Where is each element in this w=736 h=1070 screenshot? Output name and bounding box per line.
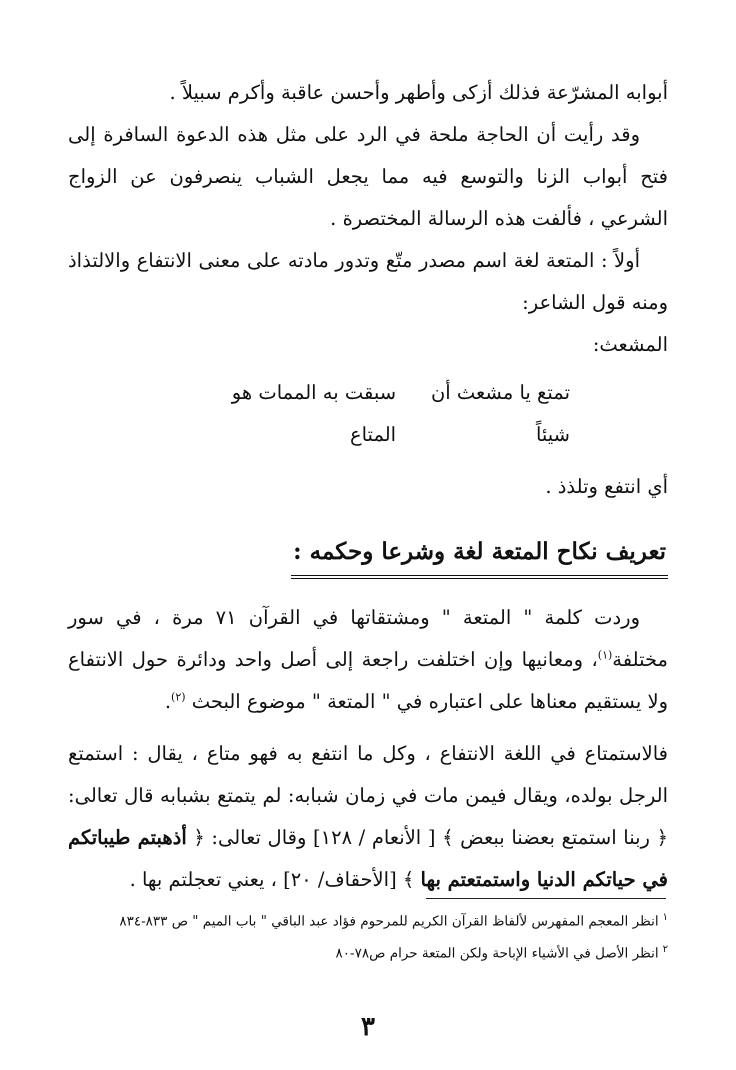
poem-first-hemistich: تمتع يا مشعث أن شيئاً: [430, 381, 570, 446]
paragraph-opening: أبوابه المشرّعة فذلك أزكى وأطهر وأحسن عاقبة وأكرم سبيلاً .: [169, 81, 668, 104]
page-number: ٣: [361, 1012, 375, 1042]
footnote-2: [68, 936, 668, 968]
footnote-number: ١: [662, 912, 668, 923]
paragraph-gap: [68, 723, 668, 733]
section-heading-wrap: [68, 532, 668, 579]
section-heading: تعريف نكاح المتعة لغة وشرعا وحكمه :: [291, 532, 668, 579]
paragraph-definition: أولاً : المتعة لغة اسم مصدر متّع وتدور مادته على معنى الانتفاع والالتذاذ ومنه قول الشاعر:: [68, 249, 668, 314]
poem-second-hemistich: سبقت به الممات هو المتاع: [231, 381, 397, 446]
footnote-ref-1[interactable]: (١): [597, 648, 613, 662]
footnote-ref-2[interactable]: (٢): [171, 690, 186, 704]
poet-name: المشعث:: [592, 333, 668, 356]
footnote-number: ٢: [662, 943, 668, 955]
paragraph-reason: وقد رأيت أن الحاجة ملحة في الرد على مثل هذه الدعوة السافرة إلى فتح أبواب الزنا والتوسع فيه مما يجعل الشباب ينصرفون عن الزواج الشرعي ، فألفت هذه الرسالة المختصرة .: [68, 123, 668, 230]
paragraph-quran-occurrences: [68, 597, 668, 723]
footnote-text: انظر الأصل في الأشياء الإباحة ولكن المتعة حرام ص٧٨-٨٠: [335, 945, 659, 961]
poem-verse: [68, 372, 668, 456]
quran-verse-bold: أذهبتم طيباتكم في حياتكم الدنيا واستمتعتم بها: [68, 826, 668, 891]
text-segment: فالاستمتاع في اللغة الانتفاع ، وكل ما انتفع به فهو متاع ، يقال : استمتع الرجل بولده، ويقال فيمن مات في زمان شبابه: لم يتمتع بشبابه قال تعالى: ﴿ ربنا استمتع بعضنا ببعض ﴾ [ الأنعام / ١٢٨] وقال تعالى: ﴿: [68, 742, 669, 849]
main-text: [68, 72, 668, 901]
text-segment: وردت كلمة " المتعة " ومشتقاتها في القرآن ٧١ مرة ، في سور مختلفة: [68, 606, 668, 671]
text-segment: ﴾ [الأحقاف/ ٢٠] ، يعني تعجلتم بها .: [129, 868, 421, 891]
footnote-1: [68, 904, 668, 936]
footnote-separator: [426, 898, 666, 899]
paragraph-meaning: أي انتفع وتلذذ .: [545, 475, 668, 498]
text-segment: .: [164, 690, 172, 713]
text-segment: ، ومعانيها وإن اختلفت راجعة إلى أصل واحد ودائرة حول الانتفاع ولا يستقيم معناها على اعتباره في " المتعة " موضوع البحث: [68, 648, 668, 713]
footnotes: [68, 904, 668, 967]
paragraph-linguistic: [68, 733, 668, 901]
footnote-text: انظر المعجم المفهرس لألفاظ القرآن الكريم للمرحوم فؤاد عبد الباقي " باب الميم " ص ٨٣٣-٨٣٤: [119, 913, 659, 930]
